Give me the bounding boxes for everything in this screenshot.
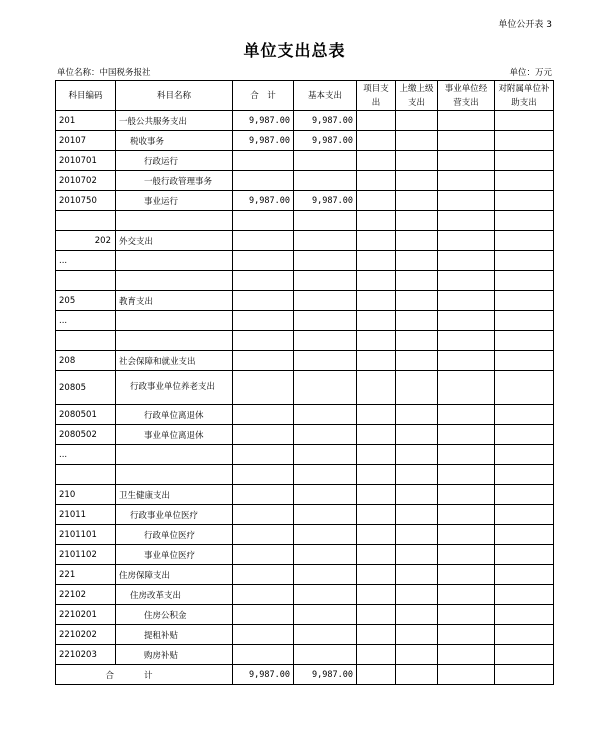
row-code: ... [56, 311, 116, 331]
row-code: 2210203 [56, 645, 116, 665]
row-name: 住房改革支出 [116, 585, 233, 605]
header-total: 合 计 [233, 81, 294, 111]
row-code: 2010702 [56, 171, 116, 191]
row-code: 2080502 [56, 425, 116, 445]
header-project: 项目支出 [357, 81, 396, 111]
row-name: 一般行政管理事务 [116, 171, 233, 191]
header-basic: 基本支出 [294, 81, 357, 111]
total-label: 合计 [56, 665, 233, 685]
row-code: 221 [56, 565, 116, 585]
table-row [56, 445, 554, 465]
row-name: 行政单位离退休 [116, 405, 233, 425]
currency-unit: 单位：万元 [509, 68, 552, 78]
table-row [56, 251, 554, 271]
expenditure-table [55, 80, 554, 685]
row-code: 21011 [56, 505, 116, 525]
table-row [56, 291, 554, 311]
row-name: 行政事业单位养老支出 [116, 371, 233, 405]
table-row [56, 565, 554, 585]
row-basic: 9,987.00 [294, 191, 357, 211]
table-row [56, 211, 554, 231]
row-name: 住房保障支出 [116, 565, 233, 585]
table-row [56, 605, 554, 625]
table-row [56, 505, 554, 525]
row-code: 2210202 [56, 625, 116, 645]
row-name: 购房补贴 [116, 645, 233, 665]
table-row [56, 131, 554, 151]
row-code: 2080501 [56, 405, 116, 425]
row-name: 行政单位医疗 [116, 525, 233, 545]
row-name: 提租补贴 [116, 625, 233, 645]
row-name: 事业单位医疗 [116, 545, 233, 565]
header-subsidy: 对附属单位补助支出 [495, 81, 554, 111]
table-row [56, 525, 554, 545]
row-code: ... [56, 251, 116, 271]
row-code: 2101101 [56, 525, 116, 545]
header-upper: 上缴上级支出 [396, 81, 438, 111]
table-row [56, 151, 554, 171]
row-code: 201 [56, 111, 116, 131]
row-name: 税收事务 [116, 131, 233, 151]
table-row [56, 111, 554, 131]
table-row [56, 585, 554, 605]
row-name: 住房公积金 [116, 605, 233, 625]
table-row [56, 371, 554, 405]
row-name: 事业单位离退休 [116, 425, 233, 445]
table-row [56, 485, 554, 505]
header-name: 科目名称 [116, 81, 233, 111]
row-name: 一般公共服务支出 [116, 111, 233, 131]
row-code: 20805 [56, 371, 116, 405]
row-name: 事业运行 [116, 191, 233, 211]
row-name: 教育支出 [116, 291, 233, 311]
table-row [56, 465, 554, 485]
row-code: 20107 [56, 131, 116, 151]
table-row [56, 311, 554, 331]
total-row [56, 665, 554, 685]
total-basic: 9,987.00 [294, 665, 357, 685]
row-name: 行政运行 [116, 151, 233, 171]
row-name: 外交支出 [116, 231, 233, 251]
unit-name: 单位名称：中国税务报社 [57, 68, 151, 78]
row-total: 9,987.00 [233, 131, 294, 151]
row-code: 2010701 [56, 151, 116, 171]
header-code: 科目编码 [56, 81, 116, 111]
header-business: 事业单位经营支出 [438, 81, 495, 111]
row-basic: 9,987.00 [294, 131, 357, 151]
row-code: 202 [56, 231, 116, 251]
row-code: 210 [56, 485, 116, 505]
table-row [56, 171, 554, 191]
row-name: 行政事业单位医疗 [116, 505, 233, 525]
row-code: 205 [56, 291, 116, 311]
table-row [56, 625, 554, 645]
row-code: 2010750 [56, 191, 116, 211]
page-title: 单位支出总表 [243, 41, 346, 60]
table-row [56, 231, 554, 251]
row-name: 社会保障和就业支出 [116, 351, 233, 371]
table-header [56, 81, 554, 111]
table-row [56, 405, 554, 425]
row-name: 卫生健康支出 [116, 485, 233, 505]
table-row [56, 545, 554, 565]
form-number: 单位公开表 3 [498, 20, 552, 30]
table-row [56, 645, 554, 665]
table-row [56, 271, 554, 291]
row-basic: 9,987.00 [294, 111, 357, 131]
table-row [56, 191, 554, 211]
row-total: 9,987.00 [233, 111, 294, 131]
table-row [56, 425, 554, 445]
row-code: 2101102 [56, 545, 116, 565]
row-code: 208 [56, 351, 116, 371]
table-row [56, 351, 554, 371]
row-code: 2210201 [56, 605, 116, 625]
row-code: ... [56, 445, 116, 465]
total-amount: 9,987.00 [233, 665, 294, 685]
row-code: 22102 [56, 585, 116, 605]
row-total: 9,987.00 [233, 191, 294, 211]
table-row [56, 331, 554, 351]
